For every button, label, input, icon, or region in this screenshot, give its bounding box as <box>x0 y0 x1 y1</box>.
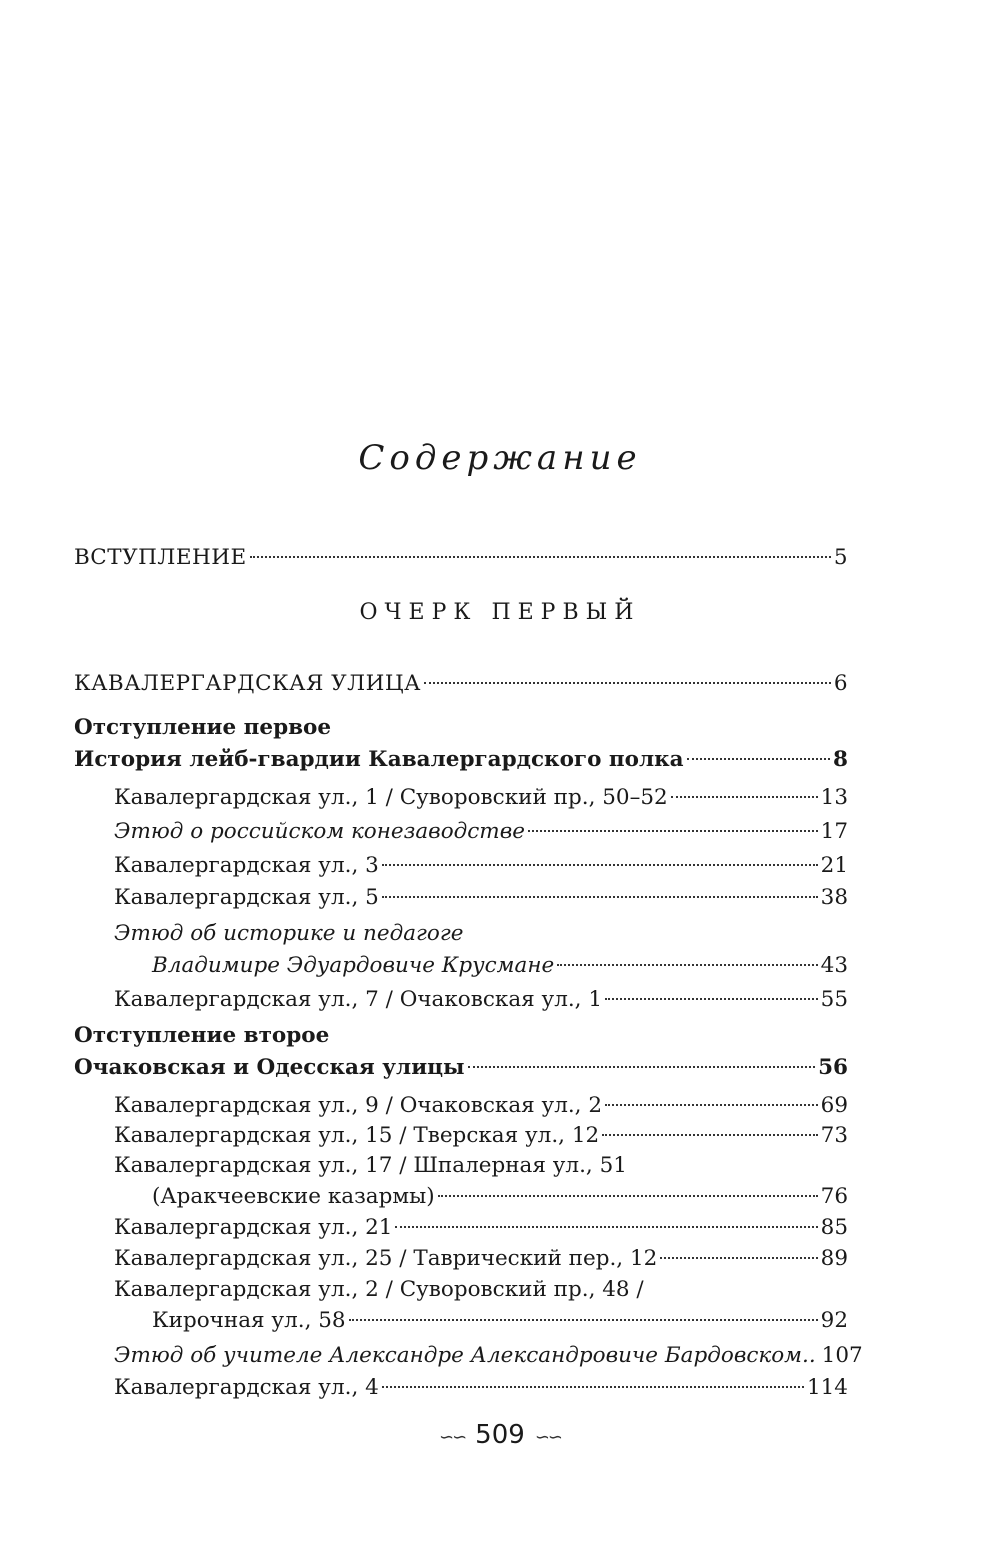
toc-label: Владимире Эдуардовиче Крусмане <box>152 953 555 978</box>
page-folio <box>0 1420 1000 1450</box>
toc-entry-etude-krusman[interactable] <box>152 950 848 982</box>
toc-entry-2[interactable] <box>152 1305 848 1337</box>
leader-dots <box>382 864 818 866</box>
toc-label: Этюд о российском конезаводстве <box>114 819 525 844</box>
leader-dots <box>468 1066 815 1068</box>
leader-dots <box>605 1104 818 1106</box>
leader-dots <box>557 964 817 966</box>
toc-page: 107 <box>821 1343 863 1368</box>
digression-2-title: Отступление второе <box>74 1023 330 1048</box>
toc-entry[interactable] <box>114 1120 848 1152</box>
leader-dots <box>438 1195 818 1197</box>
toc-page: 85 <box>820 1215 848 1240</box>
page-number: 509 <box>475 1420 525 1450</box>
leader-dots <box>382 1386 804 1388</box>
leader-dots <box>605 998 818 1000</box>
toc-entry[interactable] <box>114 1212 848 1244</box>
leader-dots <box>349 1319 818 1321</box>
toc-page: 13 <box>820 785 848 810</box>
toc-page: 56 <box>818 1055 848 1080</box>
page-title: Содержание <box>358 438 642 478</box>
toc-entry-intro[interactable] <box>74 542 848 574</box>
leader-dots <box>602 1134 817 1136</box>
ornament-right-icon: ∽∽ <box>534 1427 561 1448</box>
toc-entry[interactable] <box>114 882 848 914</box>
toc-label: Кавалергардская ул., 4 <box>114 1375 379 1400</box>
toc-entry-17[interactable] <box>152 1181 848 1213</box>
toc-label: Кавалергардская ул., 5 <box>114 885 379 910</box>
toc-entry[interactable] <box>114 1090 848 1122</box>
toc-entry-digression-1[interactable] <box>74 744 848 776</box>
toc-label: Кавалергардская ул., 1 / Суворовский пр., 50–52 <box>114 785 668 810</box>
toc-label: ВСТУПЛЕНИЕ <box>74 545 247 570</box>
toc-page: 114 <box>806 1375 848 1400</box>
etude-krusman-line1: Этюд об историке и педагоге <box>114 921 464 946</box>
entry-2-line1: Кавалергардская ул., 2 / Суворовский пр., 48 / <box>114 1277 644 1302</box>
toc-label: Кавалергардская ул., 3 <box>114 853 379 878</box>
toc-page: 92 <box>820 1308 848 1333</box>
toc-entry[interactable] <box>114 1372 848 1404</box>
leader-dots <box>528 830 818 832</box>
leader-dots <box>660 1257 817 1259</box>
toc-page: 69 <box>820 1093 848 1118</box>
toc-page: 21 <box>820 853 848 878</box>
toc-entry-etude-bardovsky[interactable] <box>114 1340 863 1372</box>
leader-dots <box>382 896 818 898</box>
digression-1-title: Отступление первое <box>74 715 332 740</box>
toc-label: Кавалергардская ул., 25 / Таврический пер., 12 <box>114 1246 658 1271</box>
toc-label: История лейб-гвардии Кавалергардского полка <box>74 747 684 772</box>
toc-label: Этюд об учителе Александре Александровиче Бардовском.. <box>114 1343 816 1368</box>
toc-page: 43 <box>820 953 848 978</box>
leader-dots <box>395 1226 817 1228</box>
leader-dots <box>250 556 831 558</box>
toc-label: Кавалергардская ул., 7 / Очаковская ул., 1 <box>114 987 603 1012</box>
toc-page: 55 <box>820 987 848 1012</box>
toc-label: Очаковская и Одесская улицы <box>74 1055 465 1080</box>
ornament-left-icon: ∽∽ <box>439 1427 466 1448</box>
toc-page: 8 <box>833 747 848 772</box>
toc-entry[interactable] <box>114 1243 848 1275</box>
toc-entry[interactable] <box>114 984 848 1016</box>
toc-page: 76 <box>820 1184 848 1209</box>
leader-dots <box>687 758 830 760</box>
toc-label: Кирочная ул., 58 <box>152 1308 346 1333</box>
toc-entry-etude[interactable] <box>114 816 848 848</box>
toc-label: (Аракчеевские казармы) <box>152 1184 435 1209</box>
toc-label: Кавалергардская ул., 21 <box>114 1215 393 1240</box>
toc-page: 5 <box>833 545 848 570</box>
toc-entry-street[interactable] <box>74 668 848 700</box>
toc-label: Кавалергардская ул., 9 / Очаковская ул., 2 <box>114 1093 603 1118</box>
toc-label: КАВАЛЕРГАРДСКАЯ УЛИЦА <box>74 671 421 696</box>
leader-dots <box>671 796 818 798</box>
leader-dots <box>424 682 831 684</box>
toc-page: 73 <box>820 1123 848 1148</box>
toc-page: 38 <box>820 885 848 910</box>
toc-label: Кавалергардская ул., 15 / Тверская ул., 12 <box>114 1123 600 1148</box>
toc-entry[interactable] <box>114 850 848 882</box>
toc-page: 89 <box>820 1246 848 1271</box>
entry-17-line1: Кавалергардская ул., 17 / Шпалерная ул., 51 <box>114 1153 627 1178</box>
toc-page: 6 <box>833 671 848 696</box>
toc-page: 17 <box>820 819 848 844</box>
toc-entry[interactable] <box>114 782 848 814</box>
toc-entry-digression-2[interactable] <box>74 1052 848 1084</box>
part-heading: ОЧЕРК ПЕРВЫЙ <box>359 600 641 625</box>
